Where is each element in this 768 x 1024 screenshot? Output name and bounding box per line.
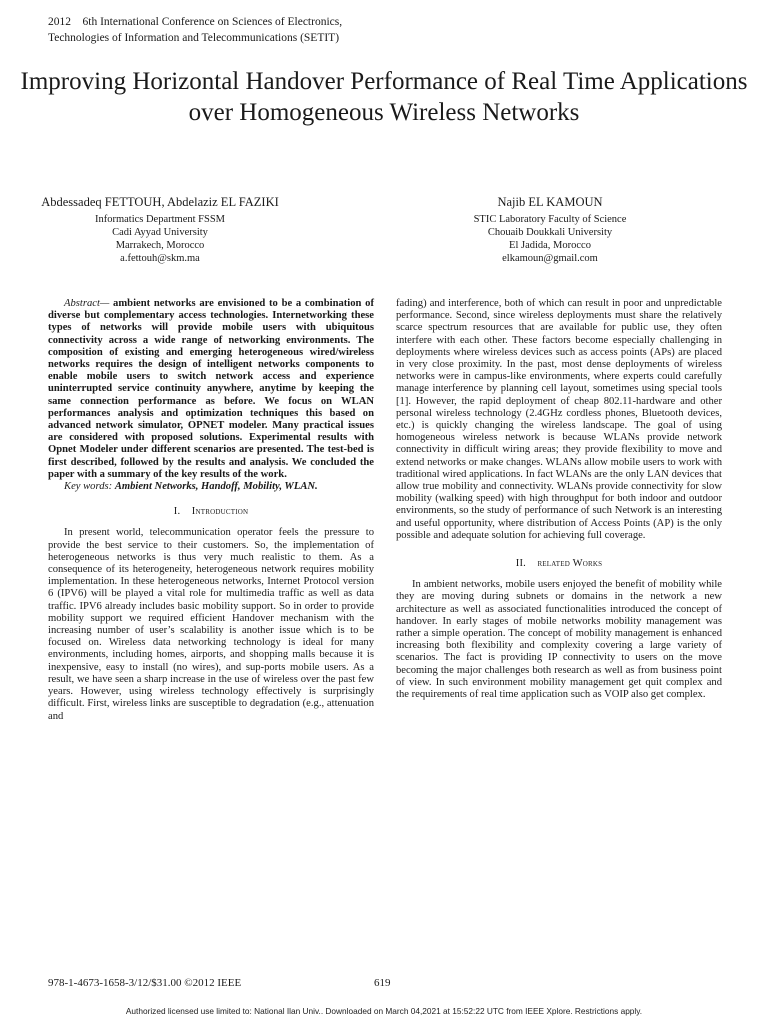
keywords-label: Key words:	[64, 481, 115, 493]
author-affil-2-line-2: Chouaib Doukkali University	[487, 227, 613, 238]
section-number-2: II.	[515, 558, 527, 570]
left-column	[48, 298, 374, 723]
author-affil-1-line-2: Cadi Ayyad University	[112, 227, 208, 238]
section-title-2: related Works	[537, 558, 603, 570]
conference-line-2: Technologies of Information and Telecommunications (SETIT)	[48, 32, 340, 44]
author-affil-1-line-3: Marrakech, Morocco	[115, 240, 205, 251]
section-heading-introduction	[48, 506, 374, 518]
right-continued-paragraph: fading) and interference, both of which can result in poor and unpredictable performance. Second, since wireless deployments must share the relatively scarce spectrum resources that are available for public use, they often interfere with each other. These factors become especially challenging in deployments where wireless devices such as access points (APs) are placed in very close proximity. In the past, most dense deployments of wireless networks were in campus-like environments, where experts could carefully manage interference by planning cell layout, sometimes using special tools [1]. However, the rapid deployment of cheap 802.11-hardware and other personal wireless technology (2.4GHz cordless phones, Bluetooth devices, etc.) is quickly changing the wireless landscape. The goal of using homogeneous wireless network is because WLANs provide network connectivity in difficult wiring areas; they provide flexibility to move and extend networks or make changes. WLANs allow mobile users to work with traditional wired applications. In fact WLANs are the only LAN devices that allow true mobility and connectivity. WLANs provide connectivity for slow mobility (walking speed) with high throughput for both indoor and outdoor environments, so the study of performance of such Network is an interesting and useful opportunity, where distribution of Access Points (AP) is the only possible and adequate solution for achieving full coverage.	[396, 298, 722, 541]
conference-line-1: 2012 6th International Conference on Sciences of Electronics,	[48, 16, 343, 28]
abstract-label: Abstract—	[64, 298, 110, 309]
author-email-1[interactable]: a.fettouh@skm.ma	[120, 253, 200, 264]
paper-title: Improving Horizontal Handover Performance of Real Time Applications over Homogeneous Wireless Networks	[20, 68, 748, 126]
author-names-2: Najib EL KAMOUN	[497, 195, 603, 209]
author-block-2	[430, 194, 670, 265]
section-heading-related-works	[396, 558, 722, 570]
section-number-1: I.	[173, 506, 181, 518]
abstract	[48, 298, 374, 481]
page-number: 619	[374, 977, 391, 989]
conference-header	[48, 14, 408, 46]
author-block-1	[40, 194, 280, 265]
abstract-text: ambient networks are envisioned to be a combination of diverse but complementary access technologies. Internetworking these types of networks will provide mobile users with ubiquitous connectivity across a wide range of networking environments. The composition of existing and emerging heterogeneous wired/wireless networks requires the design of intelligent networks components to enable mobile users to switch network access and experience uninterrupted service continuity anywhere, anytime by keeping the same connection performance as before. We focus on WLAN performances analysis and optimization techniques this based on advanced network simulator, OPNET modeler. Many practical issues are considered with proposed solutions. Experimental results with Opnet Modeler under different scenarios are presented. The test-bed is first described, followed by the results and analysis. We concluded the paper with a summary of the key results of the work.	[48, 298, 374, 480]
intro-paragraph: In present world, telecommunication operator feels the pressure to provide the best service to their customers. So, the implementation of heterogeneous networks is thus very much realistic to them. As a consequence of its heterogeneity, heterogeneous network requires mobility implementation. In these heterogeneous networks, Internet Protocol version 6 (IPV6) will be played a vital role for multimedia traffic as well as data traffic. IPV6 already includes basic mobility support. So in order to provide mobility support we required efficient Handover mechanism with the increasing number of user’s scalability is another issue which is to be focused on. Wireless data networking technology is ideal for many environments, including homes, airports, and shopping malls because it is inexpensive, easy to install (no wires), and sup-ports mobile users. As a result, we have seen a sharp increase in the use of wireless over the past few years. However, using wireless technology effectively is surprisingly difficult. First, wireless links are susceptible to degradation (e.g., attenuation and	[48, 527, 374, 722]
author-affil-2-line-1: STIC Laboratory Faculty of Science	[473, 214, 627, 225]
keywords-text: Ambient Networks, Handoff, Mobility, WLAN.	[114, 481, 318, 493]
keywords	[48, 481, 374, 493]
author-affil-1-line-1: Informatics Department FSSM	[94, 214, 226, 225]
section-title-1: Introduction	[191, 506, 249, 518]
isbn-footer: 978-1-4673-1658-3/12/$31.00 ©2012 IEEE	[48, 977, 242, 989]
license-notice: Authorized licensed use limited to: National Ilan Univ.. Downloaded on March 04,2021 at 15:52:22 UTC from IEEE Xplore. Restrictions apply.	[125, 1006, 643, 1016]
author-names-1: Abdessadeq FETTOUH, Abdelaziz EL FAZIKI	[41, 195, 279, 209]
author-email-2[interactable]: elkamoun@gmail.com	[502, 253, 598, 264]
author-affil-2-line-3: El Jadida, Morocco	[509, 240, 591, 251]
right-column	[396, 298, 722, 701]
related-works-paragraph: In ambient networks, mobile users enjoyed the benefit of mobility while they are moving during subnets or domains in the network a new architecture as well as associated functionalities introduced the concept of handover. In early stages of mobile networks mobility management was rather a simple operation. The concept of mobility management is enhanced increasing both flexibility and complexity covering a large variety of scenarios. The fact is providing IP connectivity to users on the move becoming the major challenges both research as well as from business point of view. In such environment mobility management get quit complex and the requirements of real time application such as VOIP also get complex.	[396, 579, 722, 701]
